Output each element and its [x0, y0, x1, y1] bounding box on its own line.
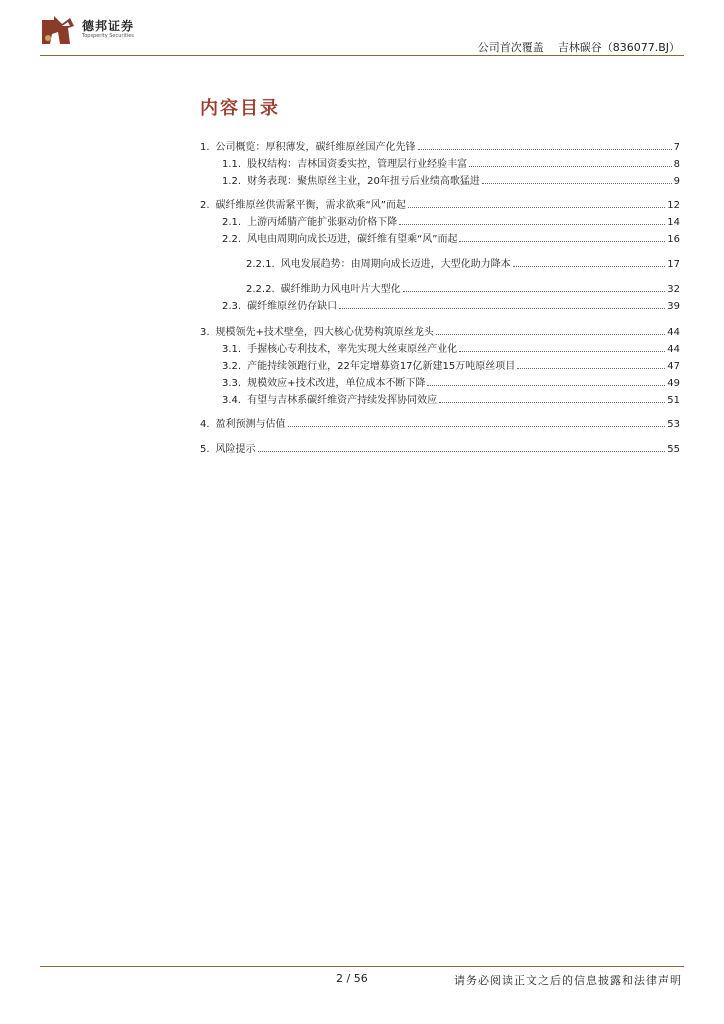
toc-page: 49: [667, 378, 680, 389]
toc-num: 3.3.: [222, 378, 242, 389]
toc-text: 股权结构：吉林国资委实控，管理层行业经验丰富: [247, 159, 468, 170]
toc-num: 1.1.: [222, 159, 242, 170]
toc-leader: [459, 351, 665, 352]
toc-text: 上游丙烯腈产能扩张驱动价格下降: [247, 217, 398, 228]
toc-text: 产能持续领跑行业，22年定增募资17亿新建15万吨原丝项目: [247, 361, 516, 372]
header-divider: [40, 55, 684, 56]
toc-page: 47: [667, 361, 680, 372]
toc-num: 2.: [200, 200, 210, 211]
toc-num: 2.2.2.: [246, 284, 275, 295]
toc-text: 盈利预测与估值: [215, 419, 286, 430]
stock-name: 吉林碳谷（836077.BJ）: [557, 41, 680, 54]
toc-leader: [288, 426, 666, 427]
page-number: 2 / 56: [336, 972, 368, 985]
toc-entry[interactable]: [200, 440, 680, 455]
toc-page: 14: [667, 217, 680, 228]
report-type: 公司首次覆盖: [477, 41, 544, 54]
toc-num: 2.3.: [222, 301, 242, 312]
toc-leader: [399, 224, 665, 225]
toc-text: 风电发展趋势：由周期向成长迈进，大型化助力降本: [280, 259, 511, 270]
toc-leader: [427, 385, 665, 386]
toc-entry[interactable]: [200, 323, 680, 338]
toc-leader: [469, 166, 672, 167]
toc-page: 8: [673, 159, 680, 170]
toc-page: 7: [673, 142, 680, 153]
toc-text: 手握核心专利技术，率先实现大丝束原丝产业化: [247, 344, 458, 355]
toc-text: 有望与吉林系碳纤维资产持续发挥协同效应: [247, 395, 438, 406]
toc-text: 碳纤维助力风电叶片大型化: [280, 284, 401, 295]
toc-entry[interactable]: [222, 357, 680, 372]
toc-entry[interactable]: [222, 172, 680, 187]
toc-entry[interactable]: [200, 196, 680, 211]
toc-num: 2.2.1.: [246, 259, 275, 270]
toc-leader: [408, 207, 665, 208]
toc-text: 规模领先+技术壁垒，四大核心优势构筑原丝龙头: [215, 327, 434, 338]
toc-num: 2.2.: [222, 234, 242, 245]
legal-disclaimer: 请务必阅读正文之后的信息披露和法律声明: [454, 974, 682, 987]
toc-leader: [418, 149, 672, 150]
toc-leader: [403, 291, 666, 292]
toc-num: 3.2.: [222, 361, 242, 372]
toc-entry[interactable]: [222, 340, 680, 355]
toc-num: 3.1.: [222, 344, 242, 355]
toc-leader: [459, 241, 665, 242]
toc-entry[interactable]: [222, 155, 680, 170]
toc-entry[interactable]: [222, 391, 680, 406]
toc-page: 55: [667, 444, 680, 455]
toc-page: 44: [667, 327, 680, 338]
toc-entry[interactable]: [200, 138, 680, 153]
footer-divider: [40, 966, 684, 967]
toc-page: 51: [667, 395, 680, 406]
toc-title: 内容目录: [200, 98, 280, 119]
toc-entry[interactable]: [222, 230, 680, 245]
toc-page: 53: [667, 419, 680, 430]
toc-page: 16: [667, 234, 680, 245]
toc-page: 39: [667, 301, 680, 312]
toc-page: 12: [667, 200, 680, 211]
toc-text: 规模效应+技术改进，单位成本不断下降: [247, 378, 426, 389]
company-name: 德邦证券: [82, 19, 135, 33]
toc-page: 44: [667, 344, 680, 355]
toc-entry[interactable]: [246, 255, 680, 270]
toc-page: 17: [667, 259, 680, 270]
toc-entry[interactable]: [222, 297, 680, 312]
toc-leader: [436, 334, 665, 335]
toc-leader: [439, 402, 665, 403]
toc-leader: [339, 308, 665, 309]
toc-num: 5.: [200, 444, 210, 455]
toc-leader: [258, 451, 666, 452]
toc-text: 风险提示: [215, 444, 256, 455]
toc-text: 碳纤维原丝仍存缺口: [247, 301, 338, 312]
toc-page: 32: [667, 284, 680, 295]
toc-text: 财务表现：聚焦原丝主业，20年扭亏后业绩高歌猛进: [247, 176, 480, 187]
toc-text: 风电由周期向成长迈进，碳纤维有望乘“风”而起: [247, 234, 458, 245]
toc-leader: [517, 368, 665, 369]
toc-num: 1.: [200, 142, 210, 153]
toc-entry[interactable]: [222, 374, 680, 389]
toc-text: 公司概览：厚积薄发，碳纤维原丝国产化先锋: [215, 142, 416, 153]
toc-entry[interactable]: [222, 213, 680, 228]
toc-num: 3.: [200, 327, 210, 338]
toc-page: 9: [673, 176, 680, 187]
header-info: [478, 39, 680, 55]
toc-num: 1.2.: [222, 176, 242, 187]
toc-entry[interactable]: [246, 280, 680, 295]
toc-leader: [513, 266, 666, 267]
toc-text: 碳纤维原丝供需紧平衡，需求欲乘“风”而起: [215, 200, 406, 211]
toc-num: 4.: [200, 419, 210, 430]
toc-leader: [482, 183, 672, 184]
toc-entry[interactable]: [200, 415, 680, 430]
company-sub: Topsperity Securities: [82, 33, 134, 39]
toc-num: 2.1.: [222, 217, 242, 228]
toc-num: 3.4.: [222, 395, 242, 406]
